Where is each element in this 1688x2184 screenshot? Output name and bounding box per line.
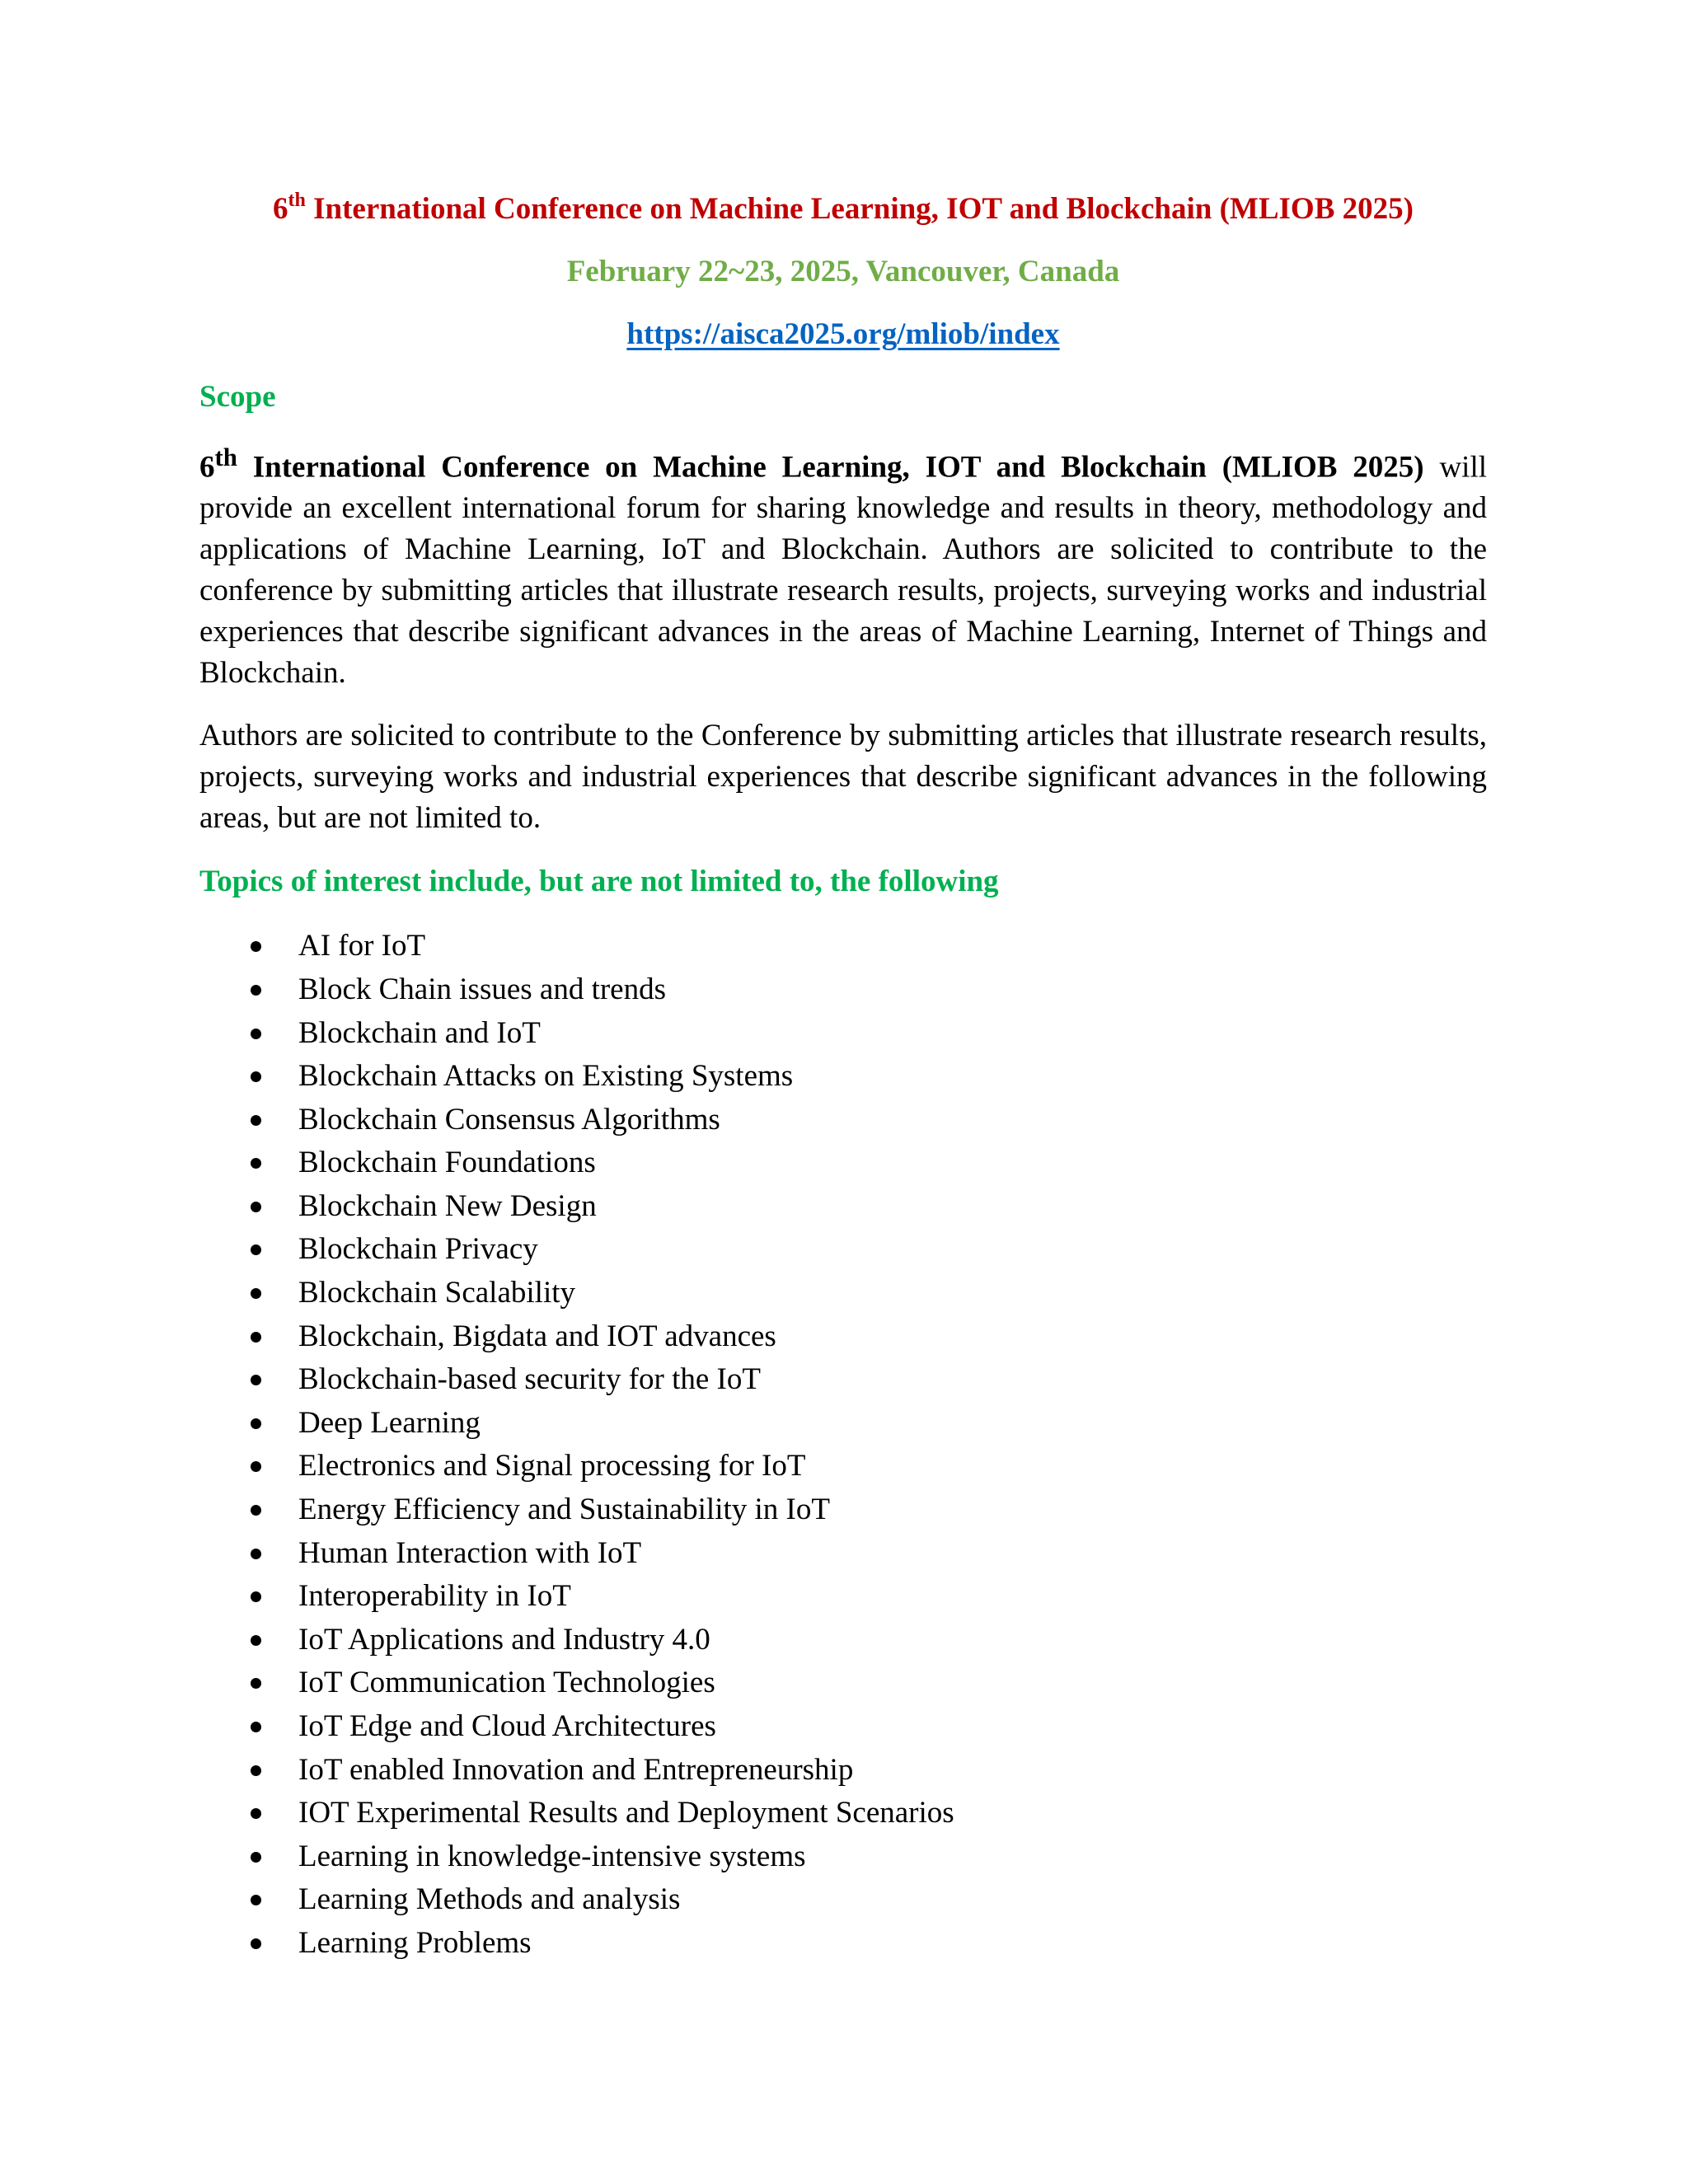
topic-label: Energy Efficiency and Sustainability in IoT: [298, 1493, 830, 1527]
list-item: [199, 968, 1487, 1012]
topic-label: Electronics and Signal processing for IoT: [298, 1449, 806, 1483]
topic-label: IoT Communication Technologies: [298, 1666, 715, 1700]
bullet-icon: [251, 985, 261, 996]
bullet-icon: [251, 1288, 261, 1299]
bullet-icon: [251, 941, 261, 952]
list-item: [199, 925, 1487, 968]
list-item: [199, 1099, 1487, 1142]
topic-label: Learning Methods and analysis: [298, 1882, 681, 1917]
list-item: [199, 1575, 1487, 1619]
list-item: [199, 1141, 1487, 1185]
bullet-icon: [251, 1332, 261, 1343]
topic-label: AI for IoT: [298, 929, 426, 963]
intro-ordinal: 6: [199, 450, 215, 485]
bullet-icon: [251, 1591, 261, 1602]
topic-label: IOT Experimental Results and Deployment Scenarios: [298, 1796, 954, 1830]
topic-label: IoT enabled Innovation and Entrepreneurship: [298, 1752, 854, 1787]
bullet-icon: [251, 1158, 261, 1169]
list-item: [199, 1661, 1487, 1705]
bullet-icon: [251, 1852, 261, 1863]
bullet-icon: [251, 1765, 261, 1776]
conference-dates: February 22~23, 2025, Vancouver, Canada: [566, 255, 1120, 288]
bullet-icon: [251, 1895, 261, 1905]
intro-superscript: th: [214, 443, 237, 471]
topic-label: IoT Applications and Industry 4.0: [298, 1622, 710, 1657]
bullet-icon: [251, 1071, 261, 1082]
bullet-icon: [251, 1808, 261, 1819]
list-item: [199, 1315, 1487, 1359]
conference-url: [199, 316, 1487, 353]
intro-bold-text: International Conference on Machine Learning, IOT and Blockchain (MLIOB 2025): [237, 450, 1424, 485]
topic-label: Blockchain Privacy: [298, 1232, 538, 1267]
title-text: International Conference on Machine Learning, IOT and Blockchain (MLIOB 2025): [305, 192, 1414, 226]
list-item: [199, 1835, 1487, 1879]
topic-label: Blockchain Attacks on Existing Systems: [298, 1059, 794, 1094]
list-item: [199, 1055, 1487, 1099]
bullet-icon: [251, 1505, 261, 1516]
list-item: [199, 1358, 1487, 1402]
bullet-icon: [251, 1244, 261, 1255]
topics-heading: Topics of interest include, but are not limited to, the following: [199, 865, 999, 899]
list-item: [199, 1922, 1487, 1966]
bullet-icon: [251, 1635, 261, 1646]
bullet-icon: [251, 1722, 261, 1732]
topic-label: Deep Learning: [298, 1405, 481, 1440]
bullet-icon: [251, 1115, 261, 1126]
list-item: [199, 1532, 1487, 1576]
topic-label: Blockchain Consensus Algorithms: [298, 1102, 720, 1137]
document-page: [199, 191, 1487, 1966]
bullet-icon: [251, 1029, 261, 1039]
list-item: [199, 1878, 1487, 1922]
topic-label: Interoperability in IoT: [298, 1579, 571, 1614]
authors-paragraph: Authors are solicited to contribute to the Conference by submitting articles that illustrate research results, projects, surveying works and industrial experiences that describe significant advances in the following areas, but are not limited to.: [199, 719, 1487, 836]
list-item: [199, 1488, 1487, 1532]
title-ordinal: 6: [273, 192, 288, 226]
topic-label: Blockchain New Design: [298, 1188, 597, 1223]
topic-label: Learning Problems: [298, 1925, 532, 1960]
list-item: [199, 1012, 1487, 1056]
bullet-icon: [251, 1549, 261, 1559]
topic-label: Blockchain and IoT: [298, 1015, 541, 1050]
topic-label: Blockchain Foundations: [298, 1146, 596, 1180]
bullet-icon: [251, 1678, 261, 1689]
list-item: [199, 1619, 1487, 1662]
conference-title: [199, 191, 1487, 227]
topics-list: [199, 925, 1487, 1965]
intro-rest-text: will provide an excellent international forum for sharing knowledge and results in theory, methodology and applications of Machine Learning, IoT and Blockchain. Authors are solicited to contribute to the conference by submitting articles that illustrate research results, projects, surveying works and industrial experiences that describe significant advances in the areas of Machine Learning, Internet of Things and Blockchain.: [199, 450, 1487, 691]
bullet-icon: [251, 1418, 261, 1429]
list-item: [199, 1228, 1487, 1272]
topic-label: Learning in knowledge-intensive systems: [298, 1839, 806, 1873]
list-item: [199, 1749, 1487, 1793]
list-item: [199, 1272, 1487, 1315]
scope-paragraph: [199, 437, 1487, 694]
topic-label: Block Chain issues and trends: [298, 972, 667, 1006]
topic-label: Blockchain Scalability: [298, 1276, 575, 1310]
bullet-icon: [251, 1202, 261, 1212]
list-item: [199, 1445, 1487, 1488]
title-superscript: th: [288, 189, 306, 211]
bullet-icon: [251, 1938, 261, 1949]
bullet-icon: [251, 1461, 261, 1472]
list-item: [199, 1705, 1487, 1749]
list-item: [199, 1402, 1487, 1446]
bullet-icon: [251, 1375, 261, 1385]
scope-heading: Scope: [199, 380, 276, 414]
conference-link[interactable]: https://aisca2025.org/mliob/index: [626, 317, 1060, 351]
topic-label: Blockchain-based security for the IoT: [298, 1362, 761, 1397]
list-item: [199, 1185, 1487, 1229]
topic-label: Blockchain, Bigdata and IOT advances: [298, 1319, 776, 1353]
topic-label: IoT Edge and Cloud Architectures: [298, 1709, 716, 1744]
topic-label: Human Interaction with IoT: [298, 1535, 642, 1570]
list-item: [199, 1792, 1487, 1835]
